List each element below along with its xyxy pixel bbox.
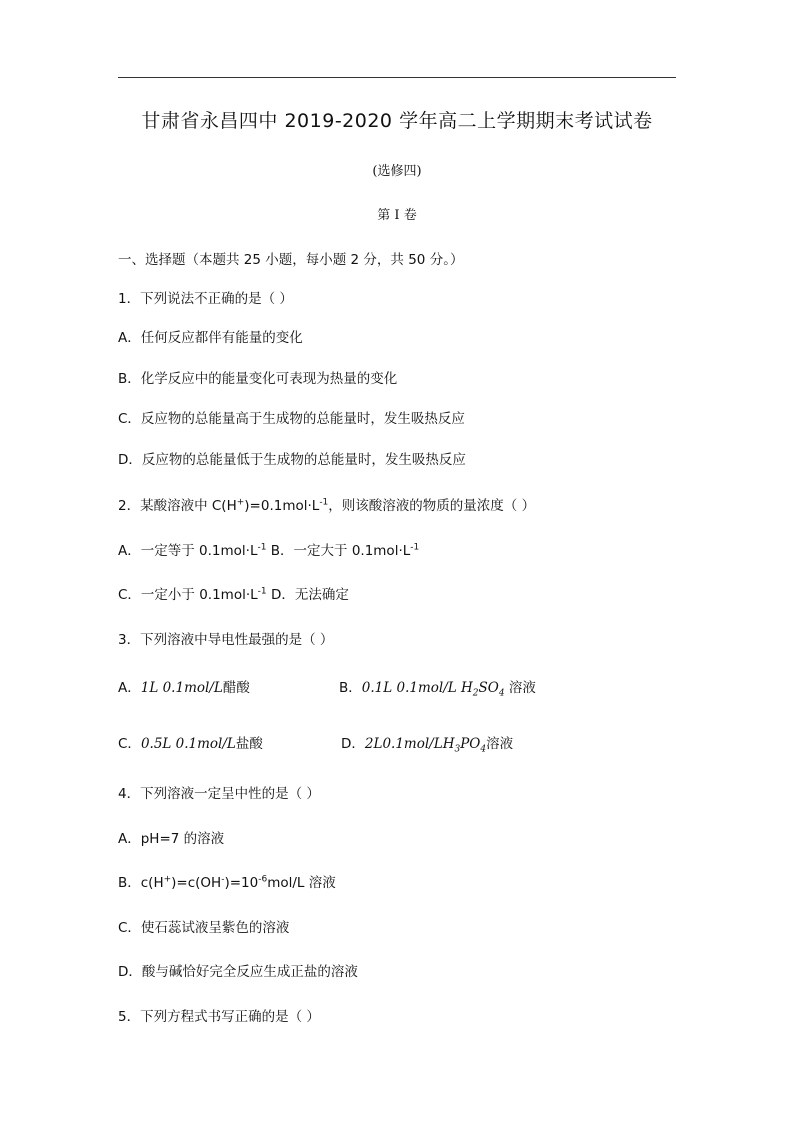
question-2-options-cd xyxy=(118,583,349,603)
q4-b-pre: B．c(H xyxy=(118,875,164,891)
section-heading: 一、选择题（本题共 25 小题，每小题 2 分，共 50 分。） xyxy=(118,252,464,268)
q3-d-text: 溶液 xyxy=(486,736,514,752)
q3-a-text: 醋酸 xyxy=(222,680,250,696)
q4-b-post: mol/L 溶液 xyxy=(267,875,336,891)
question-4-option-b xyxy=(118,871,336,891)
q2-stem-pre: 2．某酸溶液中 C(H xyxy=(118,498,237,514)
q4-b-sup3: -6 xyxy=(258,874,268,885)
q3-d-label: D． xyxy=(341,736,365,752)
question-1-stem: 1．下列说法不正确的是（ ） xyxy=(118,291,293,307)
question-3-option-b xyxy=(339,676,536,699)
q4-b-mid: )=c(OH xyxy=(171,875,222,891)
q2-stem-mid: )=0.1mol·L xyxy=(244,498,320,514)
q3-d-sub1: 3 xyxy=(454,744,461,755)
q3-d-sub2: 4 xyxy=(480,744,487,755)
q2-option-c-sup: -1 xyxy=(257,586,267,597)
q2-stem-sup2: -1 xyxy=(319,497,329,508)
question-3-stem: 3．下列溶液中导电性最强的是（ ） xyxy=(118,632,334,648)
q3-b-text: 溶液 xyxy=(504,680,536,696)
q2-option-b: B．一定大于 0.1mol·L xyxy=(266,543,411,559)
q2-option-d: D．无法确定 xyxy=(266,587,349,603)
question-3-option-a xyxy=(118,676,250,696)
question-4-option-d: D．酸与碱恰好完全反应生成正盐的溶液 xyxy=(118,964,358,980)
q3-b-sub1: 2 xyxy=(472,688,479,699)
q3-b-label: B． xyxy=(339,680,362,696)
question-5-stem: 5．下列方程式书写正确的是（ ） xyxy=(118,1009,320,1025)
q3-b-sub2: 4 xyxy=(498,688,505,699)
page-subtitle: (选修四) xyxy=(372,164,422,179)
volume-label: 第 I 卷 xyxy=(377,208,417,223)
question-3-option-d xyxy=(341,732,513,755)
question-4-option-c: C．使石蕊试液呈紫色的溶液 xyxy=(118,920,290,936)
question-1-option-d: D．反应物的总能量低于生成物的总能量时，发生吸热反应 xyxy=(118,452,466,468)
q2-option-a-sup: -1 xyxy=(257,542,267,553)
q3-b-math: 0.1L 0.1mol/L H xyxy=(361,680,473,696)
q3-d-math2: PO xyxy=(460,736,481,752)
q3-d-math: 2L0.1mol/LH xyxy=(364,736,455,752)
q2-option-c: C．一定小于 0.1mol·L xyxy=(118,587,258,603)
q2-option-b-sup: -1 xyxy=(410,542,420,553)
q3-a-math: 1L 0.1mol/L xyxy=(140,680,223,696)
question-1-option-c: C．反应物的总能量高于生成物的总能量时，发生吸热反应 xyxy=(118,411,465,427)
q2-stem-sup1: + xyxy=(236,497,245,508)
q3-b-math2: SO xyxy=(478,680,499,696)
q3-a-label: A． xyxy=(118,680,141,696)
q3-c-text: 盐酸 xyxy=(235,736,263,752)
question-3-option-c xyxy=(118,732,263,752)
question-4-option-a: A．pH=7 的溶液 xyxy=(118,831,225,847)
header-rule xyxy=(118,77,676,78)
question-1-option-a: A．任何反应都伴有能量的变化 xyxy=(118,330,303,346)
question-1-option-b: B．化学反应中的能量变化可表现为热量的变化 xyxy=(118,371,398,387)
question-2-stem xyxy=(118,494,535,514)
q3-c-label: C． xyxy=(118,736,141,752)
q4-b-mid2: )=10 xyxy=(224,875,259,891)
q2-option-a: A．一定等于 0.1mol·L xyxy=(118,543,258,559)
q4-b-sup1: + xyxy=(163,874,172,885)
question-4-stem: 4．下列溶液一定呈中性的是（ ） xyxy=(118,786,320,802)
page-title: 甘肃省永昌四中 2019-2020 学年高二上学期期末考试试卷 xyxy=(141,110,653,132)
question-2-options-ab xyxy=(118,539,419,559)
q2-stem-post: ，则该酸溶液的物质的量浓度（ ） xyxy=(328,498,536,514)
q4-b-sup2: - xyxy=(221,874,225,885)
q3-c-math: 0.5L 0.1mol/L xyxy=(140,736,236,752)
